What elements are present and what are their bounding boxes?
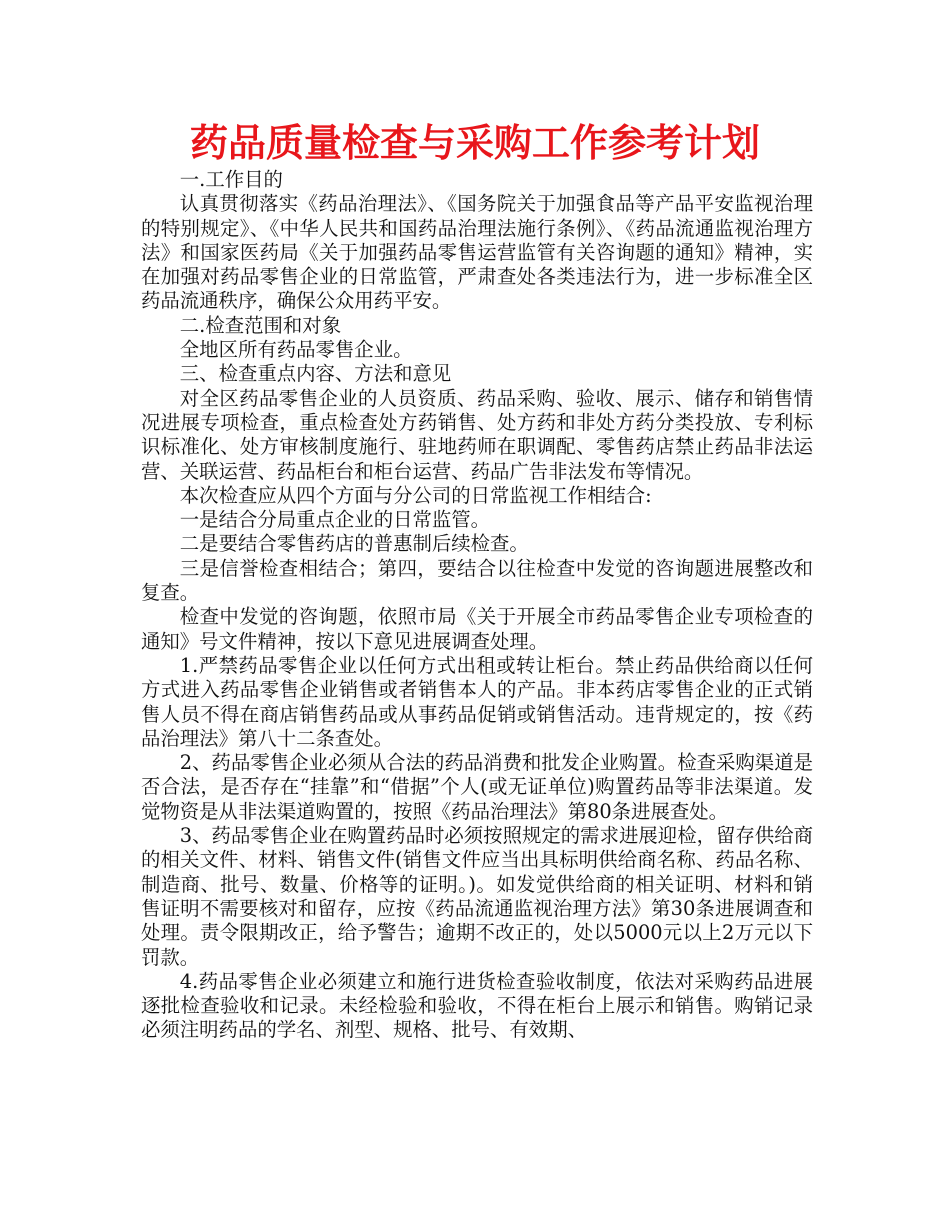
paragraph-aspect-one: 一是结合分局重点企业的日常监管。 — [179, 508, 491, 532]
paragraph-scope: 全地区所有药品零售企业。 — [179, 338, 413, 362]
document-body — [141, 168, 813, 1043]
paragraph-purpose: 认真贯彻落实《药品治理法》、《国务院关于加强食品等产品平安监视治理的特别规定》、《中华人民共和国药品治理法施行条例》、《药品流通监视治理方法》和国家医药局《关于加强药品零售运营监管有关咨询题的通知》精神，实在加强对药品零售企业的日常监管，严肃查处各类违法行为，进一步标准全区药品流通秩序，确保公众用药平安。 — [141, 192, 813, 313]
section-heading-purpose: 一.工作目的 — [179, 168, 283, 191]
paragraph-item-2: 2、药品零售企业必须从合法的药品消费和批发企业购置。检查采购渠道是否合法，是否存在“挂靠”和“借据”个人(或无证单位)购置药品等非法渠道。发觉物资是从非法渠道购置的，按照《药品治理法》第80条进展查处。 — [141, 751, 813, 823]
paragraph-item-1: 1.严禁药品零售企业以任何方式出租或转让柜台。禁止药品供给商以任何方式进入药品零售企业销售或者销售本人的产品。非本药店零售企业的正式销售人员不得在商店销售药品或从事药品促销或销售活动。违背规定的，按《药品治理法》第八十二条查处。 — [141, 653, 813, 750]
paragraph-content: 对全区药品零售企业的人员资质、药品采购、验收、展示、储存和销售情况进展专项检查，重点检查处方药销售、处方药和非处方药分类投放、专利标识标准化、处方审核制度施行、驻地药师在职调配、零售药店禁止药品非法运营、关联运营、药品柜台和柜台运营、药品广告非法发布等情况。 — [141, 386, 813, 483]
paragraph-item-4: 4.药品零售企业必须建立和施行进货检查验收制度，依法对采购药品进展逐批检查验收和记录。未经检验和验收，不得在柜台上展示和销售。购销记录必须注明药品的学名、剂型、规格、批号、有效期、 — [141, 969, 813, 1042]
paragraph-aspect-two: 二是要结合零售药店的普惠制后续检查。 — [179, 532, 529, 556]
paragraph-handling: 检查中发觉的咨询题，依照市局《关于开展全市药品零售企业专项检查的通知》号文件精神，按以下意见进展调查处理。 — [141, 605, 813, 653]
paragraph-item-3: 3、药品零售企业在购置药品时必须按照规定的需求进展迎检，留存供给商的相关文件、材料、销售文件(销售文件应当出具标明供给商名称、药品名称、制造商、批号、数量、价格等的证明。)。如发觉供给商的相关证明、材料和销售证明不需要核对和留存，应按《药品流通监视治理方法》第30条进展调查和处理。责令限期改正，给予警告；逾期不改正的，处以5000元以上2万元以下罚款。 — [141, 824, 813, 969]
section-heading-scope: 二.检查范围和对象 — [179, 313, 342, 337]
section-heading-content: 三、检查重点内容、方法和意见 — [179, 362, 452, 386]
paragraph-aspect-three: 三是信誉检查相结合；第四，要结合以往检查中发觉的咨询题进展整改和复查。 — [141, 556, 813, 605]
paragraph-four-aspects: 本次检查应从四个方面与分公司的日常监视工作相结合: — [179, 483, 652, 507]
document-title: 药品质量检查与采购工作参考计划 — [189, 121, 760, 165]
